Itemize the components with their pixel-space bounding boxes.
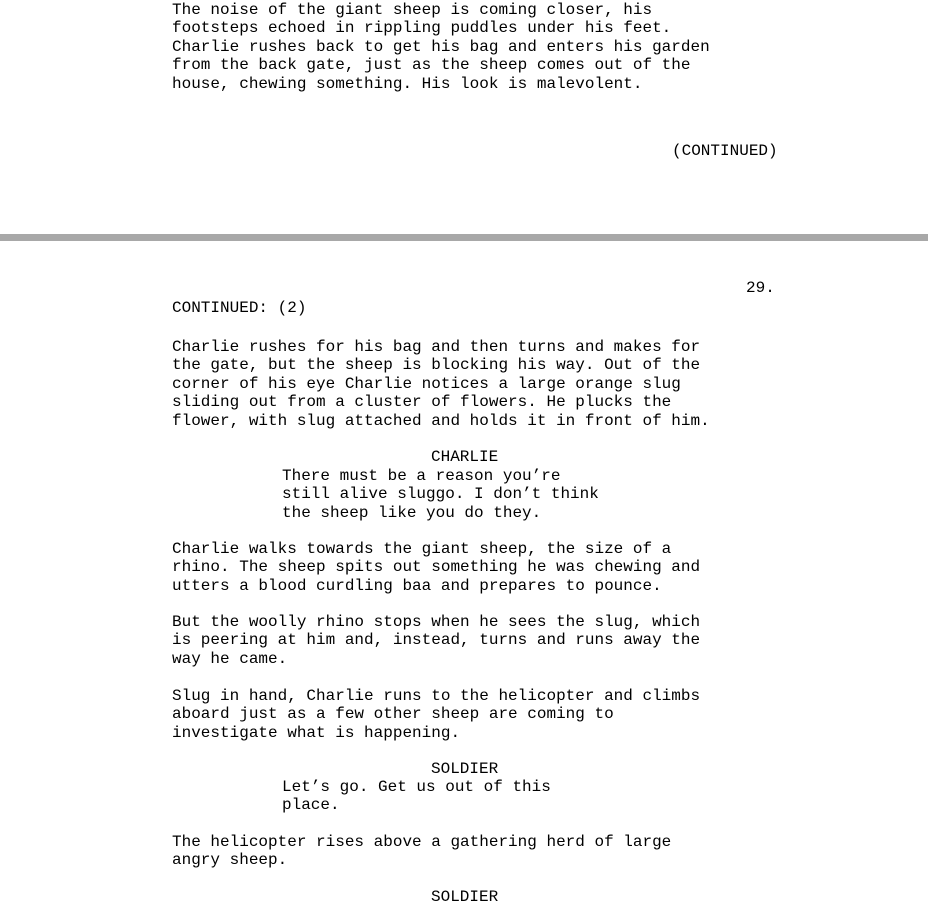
action-paragraph: The noise of the giant sheep is coming closer, his footsteps echoed in rippling puddles under his feet. Charlie rushes back to get his bag and enters his garden from the back gate, just as the sheep comes out of the house, chewing something. His look is malevolent. <box>172 1 710 93</box>
page-number: 29. <box>746 279 775 297</box>
action-paragraph: The helicopter rises above a gathering herd of large angry sheep. <box>172 833 672 870</box>
action-paragraph: Charlie rushes for his bag and then turns and makes for the gate, but the sheep is blocking his way. Out of the corner of his eye Charlie notices a large orange slug sliding out from a cluster of flowers. He plucks the flower, with slug attached and holds it in front of him. <box>172 338 710 430</box>
character-name: CHARLIE <box>431 448 499 466</box>
action-paragraph: But the woolly rhino stops when he sees the slug, which is peering at him and, instead, turns and runs away the way he came. <box>172 613 701 668</box>
script-page-top <box>0 0 928 234</box>
continued-header: CONTINUED: (2) <box>172 299 307 317</box>
character-name: SOLDIER <box>431 888 499 906</box>
page-separator <box>0 234 928 241</box>
action-paragraph: Charlie walks towards the giant sheep, the size of a rhino. The sheep spits out something he was chewing and utters a blood curdling baa and prepares to pounce. <box>172 540 701 595</box>
script-page-bottom <box>0 241 928 910</box>
continued-marker: (CONTINUED) <box>672 142 778 160</box>
action-paragraph: Slug in hand, Charlie runs to the helicopter and climbs aboard just as a few other sheep are coming to investigate what is happening. <box>172 687 701 742</box>
character-name: SOLDIER <box>431 760 499 778</box>
dialogue: There must be a reason you’re still alive sluggo. I don’t think the sheep like you do they. <box>282 467 599 522</box>
dialogue: Let’s go. Get us out of this place. <box>282 778 551 815</box>
